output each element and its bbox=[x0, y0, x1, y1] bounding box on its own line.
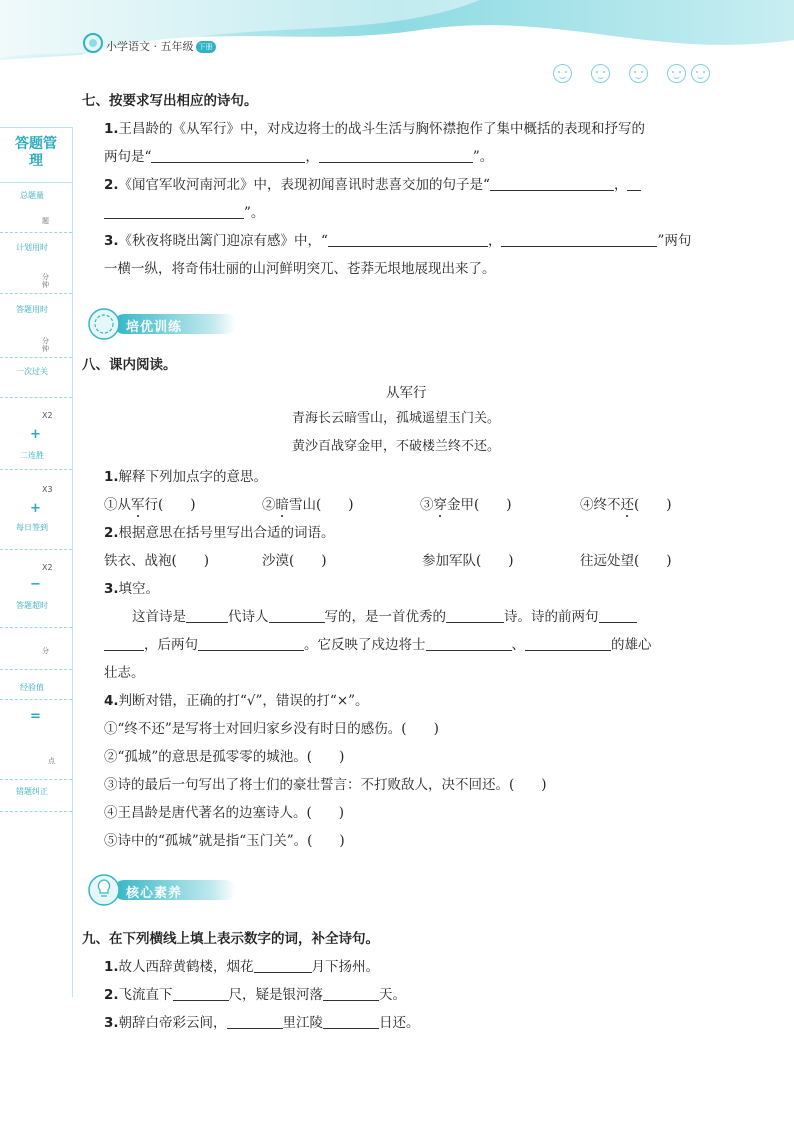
s8-q3 bbox=[104, 580, 159, 598]
poem-line: 黄沙百战穿金甲，不破楼兰终不还。 bbox=[292, 439, 501, 454]
question-number: 4. bbox=[104, 693, 119, 709]
s7-q1-line1 bbox=[104, 120, 645, 138]
sidebar-answer-time: 答题用时 bbox=[16, 305, 48, 314]
divider bbox=[0, 357, 72, 358]
answer-management-sidebar bbox=[0, 127, 73, 997]
question-number: 2. bbox=[104, 525, 119, 541]
s8-q4-item[interactable]: ③诗的最后一句写出了将士们的豪壮誓言：不打败敌人，决不回还。( ) bbox=[104, 777, 547, 793]
question-text: 填空。 bbox=[118, 581, 160, 597]
smiley-icon bbox=[667, 64, 686, 83]
question-text: ”。 bbox=[472, 149, 494, 165]
question-text: 《闻官军收河南河北》中，表现初闻喜讯时悲喜交加的句子是“ bbox=[118, 177, 490, 193]
divider bbox=[0, 627, 72, 628]
s8-q2 bbox=[104, 524, 335, 542]
divider bbox=[0, 549, 72, 550]
lightbulb-icon bbox=[86, 872, 126, 908]
sidebar-heading: 答题管理 bbox=[15, 136, 57, 169]
s8-q1-item[interactable]: ③穿金甲( ) bbox=[420, 497, 512, 513]
question-number: 3. bbox=[104, 1015, 119, 1031]
smiley-icon bbox=[553, 64, 572, 83]
sidebar-unit: 分钟 bbox=[42, 337, 49, 353]
s9-q1: 1.故人西辞黄鹤楼，烟花 月下扬州。 bbox=[104, 959, 380, 975]
smiley-icon bbox=[691, 64, 710, 83]
answer-blank[interactable] bbox=[198, 636, 304, 651]
s8-q4-item[interactable]: ⑤诗中的“孤城”就是指“玉门关”。( ) bbox=[104, 833, 345, 849]
question-number: 2. bbox=[104, 177, 119, 193]
s8-q2-item[interactable]: 沙漠( ) bbox=[262, 553, 327, 569]
s7-q1-line2 bbox=[104, 148, 493, 166]
answer-blank[interactable] bbox=[323, 986, 379, 1001]
question-text: 两句是“ bbox=[104, 149, 152, 165]
smiley-icon bbox=[629, 64, 648, 83]
s7-q3-line1 bbox=[104, 232, 691, 250]
sidebar-overtime: 答题超时 bbox=[16, 601, 48, 610]
question-text: 王昌龄的《从军行》中，对戍边将士的战斗生活与胸怀襟抱作了集中概括的表现和抒写的 bbox=[118, 121, 646, 137]
answer-blank[interactable] bbox=[173, 986, 229, 1001]
answer-blank[interactable] bbox=[319, 148, 473, 163]
sidebar-multiplier: X2 bbox=[42, 411, 53, 420]
header-title bbox=[106, 38, 216, 54]
question-text: 解释下列加点字的意思。 bbox=[118, 469, 268, 485]
answer-blank[interactable] bbox=[254, 958, 312, 973]
question-text: 根据意思在括号里写出合适的词语。 bbox=[118, 525, 335, 541]
s8-q1 bbox=[104, 468, 267, 486]
divider bbox=[0, 469, 72, 470]
banner-advanced-training bbox=[86, 306, 256, 340]
question-number: 3. bbox=[104, 581, 119, 597]
divider bbox=[0, 397, 72, 398]
answer-blank[interactable] bbox=[151, 148, 305, 163]
divider bbox=[0, 232, 72, 233]
sidebar-multiplier: X2 bbox=[42, 563, 53, 572]
question-text: ”。 bbox=[244, 205, 265, 221]
sidebar-total-questions: 总题量 bbox=[20, 191, 44, 200]
poem-line: 青海长云暗雪山，孤城遥望玉门关。 bbox=[292, 411, 501, 426]
divider bbox=[0, 669, 72, 670]
sidebar-daily-checkin: 每日签到 bbox=[16, 523, 48, 532]
s8-q1-item[interactable]: ④终不还( ) bbox=[580, 497, 672, 513]
sidebar-header bbox=[0, 127, 72, 183]
question-text: ， bbox=[613, 177, 628, 193]
s9-q2: 2.飞流直下 尺，疑是银河落 天。 bbox=[104, 987, 407, 1003]
answer-blank[interactable] bbox=[269, 608, 325, 623]
answer-blank[interactable] bbox=[104, 204, 244, 219]
sidebar-pass-once: 一次过关 bbox=[16, 367, 48, 376]
plus-icon: + bbox=[30, 501, 41, 516]
section-9-title: 九、在下列横线上填上表示数字的词，补全诗句。 bbox=[82, 931, 379, 947]
answer-blank[interactable] bbox=[426, 636, 512, 651]
sidebar-unit: 题 bbox=[42, 217, 49, 225]
answer-blank[interactable] bbox=[328, 232, 488, 247]
question-text: ”两句 bbox=[657, 233, 692, 249]
question-text: ， bbox=[305, 149, 319, 165]
banner-title: 培优训练 bbox=[126, 320, 183, 335]
s8-q3-line2: ，后两句 。它反映了戍边将士 、 的雄心 bbox=[104, 636, 652, 654]
banner-title: 核心素养 bbox=[126, 886, 183, 901]
sidebar-error-correction: 错题纠正 bbox=[16, 787, 48, 796]
answer-blank[interactable] bbox=[446, 608, 504, 623]
question-number: 1. bbox=[104, 959, 119, 975]
dotted-char: 还 bbox=[620, 497, 634, 513]
plus-icon: + bbox=[30, 427, 41, 442]
s8-q2-item[interactable]: 往远处望( ) bbox=[580, 553, 672, 569]
banner-core-literacy bbox=[86, 872, 256, 906]
s8-q4-item[interactable]: ④王昌龄是唐代著名的边塞诗人。( ) bbox=[104, 805, 345, 821]
s8-q2-item[interactable]: 参加军队( ) bbox=[422, 553, 514, 569]
answer-blank[interactable] bbox=[525, 636, 611, 651]
volume-badge: 下册 bbox=[196, 41, 216, 53]
s9-q3: 3.朝辞白帝彩云间， 里江陵 日还。 bbox=[104, 1015, 420, 1031]
answer-blank[interactable] bbox=[627, 176, 641, 191]
dotted-char: 穿 bbox=[433, 497, 447, 513]
sidebar-experience: 经验值 bbox=[20, 683, 44, 692]
answer-blank[interactable] bbox=[227, 1014, 283, 1029]
sidebar-streak: 二连胜 bbox=[20, 451, 44, 460]
question-number: 1. bbox=[104, 121, 119, 137]
smiley-icon bbox=[591, 64, 610, 83]
answer-blank[interactable] bbox=[186, 608, 228, 623]
sidebar-unit: 分钟 bbox=[42, 273, 49, 289]
divider bbox=[0, 811, 72, 812]
minus-icon: − bbox=[30, 577, 41, 592]
question-number: 1. bbox=[104, 469, 119, 485]
answer-blank[interactable] bbox=[599, 608, 637, 623]
equals-icon: = bbox=[30, 709, 41, 724]
brain-icon bbox=[86, 306, 126, 342]
question-number: 2. bbox=[104, 987, 119, 1003]
divider bbox=[0, 293, 72, 294]
dotted-char: 军 bbox=[131, 497, 145, 513]
sidebar-unit: 点 bbox=[48, 757, 55, 765]
question-text: ， bbox=[487, 233, 502, 249]
question-text: 《秋夜将晓出篱门迎凉有感》中，“ bbox=[118, 233, 328, 249]
poem-title: 从军行 bbox=[386, 385, 427, 401]
answer-blank[interactable] bbox=[104, 636, 144, 651]
logo-icon bbox=[82, 32, 104, 54]
s8-q4-item[interactable]: ①“终不还”是写将士对回归家乡没有时日的感伤。( ) bbox=[104, 721, 439, 737]
section-7-title: 七、按要求写出相应的诗句。 bbox=[82, 93, 258, 109]
sidebar-unit: 分 bbox=[42, 647, 49, 655]
section-8-title: 八、课内阅读。 bbox=[82, 357, 177, 373]
answer-blank[interactable] bbox=[501, 232, 657, 247]
answer-blank[interactable] bbox=[490, 176, 614, 191]
answer-blank[interactable] bbox=[323, 1014, 379, 1029]
question-text: 判断对错，正确的打“√”，错误的打“×”。 bbox=[118, 693, 369, 709]
s8-q1-item[interactable]: ②暗雪山( ) bbox=[262, 497, 354, 513]
s8-q3-line3: 壮志。 bbox=[104, 665, 145, 681]
header-title-text: 小学语文 · 五年级 bbox=[106, 40, 194, 53]
s7-q2-line2 bbox=[104, 204, 264, 222]
s8-q1-item[interactable]: ①从军行( ) bbox=[104, 497, 196, 513]
s8-q4-item[interactable]: ②“孤城”的意思是孤零零的城池。( ) bbox=[104, 749, 345, 765]
dotted-char: 暗 bbox=[275, 497, 289, 513]
s7-q2-line1 bbox=[104, 176, 641, 194]
sidebar-multiplier: X3 bbox=[42, 485, 53, 494]
sidebar-planned-time: 计划用时 bbox=[16, 243, 48, 252]
s7-q3-line2: 一横一纵，将奇伟壮丽的山河鲜明突兀、苍莽无垠地展现出来了。 bbox=[104, 261, 496, 277]
s8-q4 bbox=[104, 692, 369, 710]
divider bbox=[0, 779, 72, 780]
s8-q2-item[interactable]: 铁衣、战袍( ) bbox=[104, 553, 210, 569]
divider bbox=[0, 699, 72, 700]
question-number: 3. bbox=[104, 233, 119, 249]
s8-q3-line1: 这首诗是 代诗人 写的，是一首优秀的 诗。诗的前两句 bbox=[132, 608, 637, 626]
